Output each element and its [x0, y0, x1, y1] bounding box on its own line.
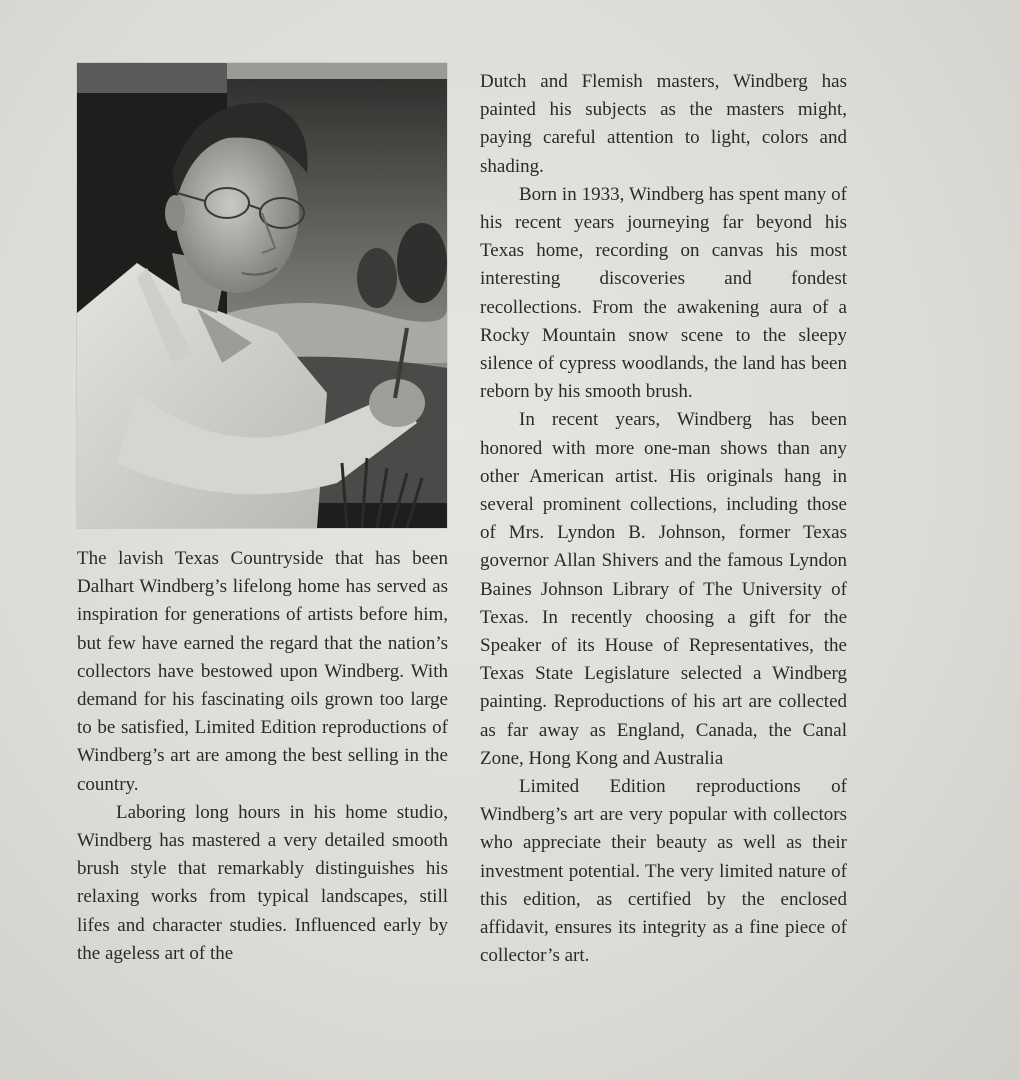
paragraph: The lavish Texas Countryside that has been Dalhart Windberg’s lifelong home has served as inspiration for generations of artists before him, but few have earned the regard that the nation’s collectors have bestowed upon Windberg. With demand for his fascinating oils grown too large to be satisfied, Limited Edition reproductions of Windberg’s art are among the best selling in the country. — [77, 548, 448, 795]
paragraph: Dutch and Flemish masters, Windberg has painted his subjects as the masters might, paying careful attention to light, colors and shading. — [480, 71, 847, 177]
right-text-column — [480, 68, 847, 971]
paragraph: Born in 1933, Windberg has spent many of his recent years journeying far beyond his Texas home, recording on canvas his most interesting discoveries and fondest recollections. From the awakening aura of a Rocky Mountain snow scene to the sleepy silence of cypress woodlands, the land has been reborn by his smooth brush. — [480, 183, 847, 403]
paragraph: Laboring long hours in his home studio, Windberg has mastered a very detailed smooth brush style that remarkably distinguishes his relaxing works from typical landscapes, still lifes and character studies. Influenced early by the ageless art of the — [77, 801, 448, 964]
paragraph: In recent years, Windberg has been honored with more one-man shows than any other American artist. His originals hang in several prominent collections, including those of Mrs. Lyndon B. Johnson, former Texas governor Allan Shivers and the famous Lyndon Baines Johnson Library of The University of Texas. In recently choosing a gift for the Speaker of its House of Representatives, the Texas State Legislature selected a Windberg painting. Reproductions of his art are collected as far away as England, Canada, the Canal Zone, Hong Kong and Australia — [480, 409, 847, 769]
paragraph: Limited Edition reproductions of Windberg’s art are very popular with collectors who appreciate their beauty as well as their investment potential. The very limited nature of this edition, as certified by the enclosed affidavit, ensures its integrity as a fine piece of collector’s art. — [480, 776, 847, 967]
portrait-illustration — [77, 63, 447, 528]
artist-portrait-photo — [77, 63, 447, 528]
left-text-column — [77, 545, 448, 968]
